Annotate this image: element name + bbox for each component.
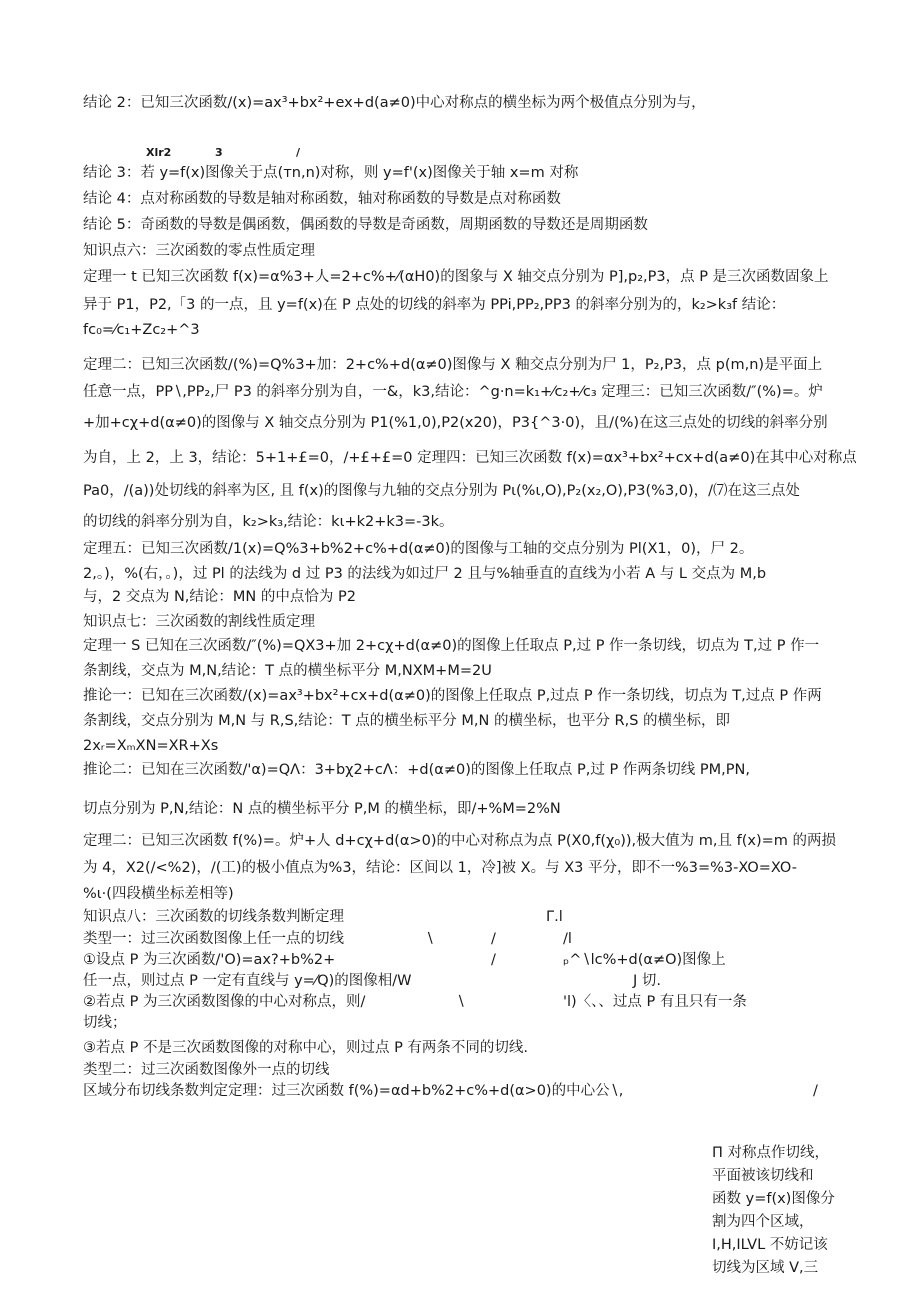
text-line: 定理二：已知三次函数 f(%)=。炉+人 d+cχ+d(α>0)的中心对称点为点 P(X0,f(χ₀)),极大值为 m,且 f(x)=m 的两损: [83, 833, 836, 849]
text-line: 的切线的斜率分别为自，k₂>k₃,结论：kι+k2+k3=-3k。: [83, 514, 454, 530]
text-line: fc₀=⁄c₁+Zc₂+^3: [83, 322, 200, 338]
text-line: Pa0，/(a))处切线的斜率为区, 且 f(x)的图像与九轴的交点分别为 Pι(%ι,O),P₂(x₂,O),P3(%3,0)，/⑺在这三点处: [83, 483, 801, 499]
right-column-line: 函数 y=f(x)图像分: [712, 1191, 835, 1207]
section-heading: 知识点六：三次函数的零点性质定理: [83, 243, 315, 259]
text-fragment: /: [813, 1083, 818, 1099]
text-line: ②若点 P 为三次函数图像的中心对称点，则/: [83, 994, 366, 1010]
text-line: 类型一：过三次函数图像上任一点的切线: [83, 931, 344, 947]
text-line: 切线；: [83, 1015, 127, 1031]
section-heading: 知识点八：三次函数的切线条数判断定理: [83, 909, 344, 925]
text-line: 类型二：过三次函数图像外一点的切线: [83, 1062, 330, 1078]
text-line: 结论 5：奇函数的导数是偶函数，偶函数的导数是奇函数，周期函数的导数还是周期函数: [83, 217, 648, 233]
text-line: ③若点 P 不是三次函数图像的对称中心，则过点 P 有两条不同的切线.: [83, 1040, 529, 1056]
text-line: 结论 3：若 y=f(x)图像关于点(тn,n)对称，则 y=f'(x)图像关于轴 x=m 对称: [83, 165, 579, 181]
text-fragment: ₚ^∖lc%+d(α≠O)图像上: [563, 952, 726, 968]
text-fragment: 3: [215, 146, 223, 159]
right-column-line: I,H,ILVL 不妨记该: [712, 1237, 828, 1253]
text-line: 结论 2：已知三次函数/(x)=ax³+bx²+ex+d(a≠0)中心对称点的横坐标为两个极值点分别为与，: [83, 95, 706, 111]
text-line: 条割线，交点为 M,N,结论：T 点的横坐标平分 M,NXM+M=2U: [83, 663, 492, 679]
text-line: 2,。)，%(右，。)，过 Pl 的法线为 d 过 P3 的法线为如过尸 2 且与%轴垂直的直线为小若 A 与 L 交点为 M,b: [83, 566, 767, 582]
text-line: 异于 P1，P2,「3 的一点，且 y=f(x)在 P 点处的切线的斜率为 PPi,PP₂,PP3 的斜率分别为的，k₂>k₃f 结论：: [83, 297, 786, 313]
text-fragment: /: [296, 146, 301, 159]
right-column-line: 切线为区域 V,三: [712, 1260, 819, 1276]
text-line: 条割线，交点分别为 M,N 与 R,S,结论：T 点的横坐标平分 M,N 的横坐标，也平分 R,S 的横坐标，即: [83, 713, 731, 729]
text-line: 任意一点，PP∖,PP₂,尸 P3 的斜率分别为自，一&，k3,结论：^g·n=k₁+⁄c₂+⁄c₃ 定理三：已知三次函数/″(%)=。炉: [83, 384, 823, 400]
text-fragment: /: [491, 952, 496, 968]
right-column-line: 平面被该切线和: [712, 1168, 814, 1184]
text-line: 任一点，则过点 P 一定有直线与 y=⁄Q)的图像相/W: [83, 973, 412, 989]
text-line: 定理一 S 已知在三次函数/″(%)=QX3+加 2+cχ+d(α≠0)的图像上任取点 P,过 P 作一条切线，切点为 T,过 P 作一: [83, 638, 820, 654]
text-line: 结论 4：点对称函数的导数是轴对称函数，轴对称函数的导数是点对称函数: [83, 191, 561, 207]
text-fragment: ∖: [456, 994, 466, 1010]
text-line: 区域分布切线条数判定定理：过三次函数 f(%)=αd+b%2+c%+d(α>0)的中心公∖,: [83, 1083, 624, 1099]
text-line: 为 4，X2(/<%2)，/(工)的极小值点为%3，结论：区间以 1，冷]被 X。与 X3 平分，即不一%3=%3-XO=XO-: [83, 860, 797, 876]
text-line: 推论一：已知在三次函数/(x)=ax³+bx²+cx+d(α≠0)的图像上任取点 P,过点 P 作一条切线，切点为 T,过点 P 作两: [83, 688, 822, 704]
text-fragment: /l: [563, 931, 572, 947]
section-heading: 知识点七：三次函数的割线性质定理: [83, 614, 315, 630]
formula-line: 2xᵣ=XₘXN=XR+Xs: [83, 738, 219, 754]
text-line: 推论二：已知在三次函数/'α)=QΛ：3+bχ2+cΛ：+d(α≠0)的图像上任取点 P,过 P 作两条切线 PM,PN,: [83, 762, 750, 778]
right-column-line: 割为四个区域，: [712, 1214, 814, 1230]
text-line: 定理五：已知三次函数/1(x)=Q%3+b%2+c%+d(α≠0)的图像与工轴的交点分别为 Pl(X1，0)，尸 2。: [83, 541, 754, 557]
right-column-line: П 对称点作切线，: [712, 1145, 830, 1161]
text-fragment: /: [491, 931, 496, 947]
text-line: +加+cχ+d(α≠0)的图像与 X 轴交点分别为 P1(%1,0),P2(x20)，P3{^3·0)，且/(%)在这三点处的切线的斜率分别: [83, 415, 828, 431]
text-line: 定理二：已知三次函数/(%)=Q%3+加：2+c%+d(α≠0)图像与 X 釉交点分别为尸 1，P₂,P3，点 p(m,n)是平面上: [83, 357, 823, 373]
text-fragment: J 切.: [633, 973, 661, 989]
text-line: 切点分别为 P,N,结论：N 点的横坐标平分 P,M 的横坐标，即/+%M=2%N: [83, 801, 561, 817]
text-line: 与，2 交点为 N,结论：MN 的中点恰为 P2: [83, 589, 356, 605]
text-fragment: ∖: [425, 931, 435, 947]
text-line: %ι·(四段横坐标差相等): [83, 886, 234, 902]
text-line: 为自，上 2，上 3，结论：5+1+£=0，/+£+£=0 定理四：已知三次函数 f(x)=αx³+bx²+cx+d(a≠0)在其中心对称点: [83, 450, 857, 466]
text-fragment: Γ.l: [546, 909, 563, 925]
text-fragment: 'l)〈、、过点 P 有且只有一条: [563, 994, 747, 1010]
text-line: ①设点 P 为三次函数/'O)=ax?+b%2+: [83, 952, 336, 968]
text-fragment: Xlr2: [146, 146, 172, 159]
text-line: 定理一 t 已知三次函数 f(x)=α%3+人=2+c%+⁄(αH0)的图象与 X 轴交点分别为 P],p₂,P3，点 P 是三次函数固象上: [83, 269, 829, 285]
